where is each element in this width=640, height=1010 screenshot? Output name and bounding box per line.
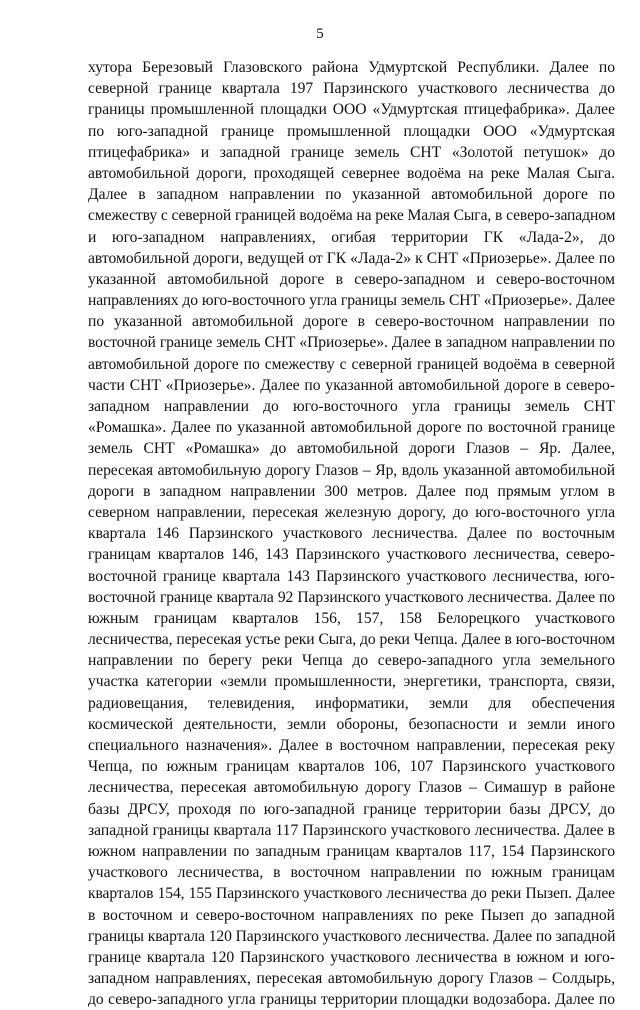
- text-line: восточной границе квартала 143 Парзинского участкового лесничества, юго-: [88, 567, 615, 585]
- text-line: части СНТ «Приозерье». Далее по указанной автомобильной дороге в северо-: [88, 376, 615, 394]
- text-line: лесничества, пересекая устье реки Сыга, до реки Чепца. Далее в юго-восточном: [88, 631, 615, 649]
- body-paragraph: [88, 57, 615, 1010]
- text-line: лесничества, пересекая автомобильную дорогу Глазов – Симашур в районе: [88, 779, 615, 797]
- text-line: южном направлении по западным границам кварталов 117, 154 Парзинского: [88, 842, 615, 860]
- text-line: по юго-западной границе промышленной площадки ООО «Удмуртская: [88, 122, 615, 140]
- text-line: автомобильной дороги, проходящей севернее водоёма на реке Малая Сыга.: [88, 164, 615, 182]
- page-number: 5: [316, 26, 324, 42]
- text-line: и юго-западном направлениях, огибая территории ГК «Лада-2», до: [88, 228, 615, 246]
- text-line: участкового лесничества, в восточном направлении по южным границам: [88, 864, 615, 882]
- text-line: северном направлении, пересекая железную дорогу, до юго-восточного угла: [88, 503, 615, 521]
- text-line: квартала 146 Парзинского участкового лесничества. Далее по восточным: [88, 525, 615, 543]
- text-line: кварталов 154, 155 Парзинского участкового лесничества до реки Пызеп. Далее: [88, 885, 615, 903]
- text-line: участка категории «земли промышленности, энергетики, транспорта, связи,: [88, 673, 615, 691]
- text-line: восточной границе земель СНТ «Приозерье». Далее в западном направлении по: [88, 334, 615, 352]
- text-line: границам кварталов 146, 143 Парзинского участкового лесничества, северо-: [88, 546, 615, 564]
- text-line: радиовещания, телевидения, информатики, земли для обеспечения: [88, 694, 615, 712]
- text-line: западной границы квартала 117 Парзинского участкового лесничества. Далее в: [88, 821, 615, 839]
- text-line: границе квартала 120 Парзинского участкового лесничества в южном и юго-: [88, 948, 615, 966]
- text-line: по указанной автомобильной дороге в северо-восточном направлении по: [88, 313, 615, 331]
- text-line: автомобильной дороге по смежеству с северной границей водоёма в северной: [88, 355, 615, 373]
- text-line: Далее в западном направлении по указанной автомобильной дороге по: [88, 186, 615, 204]
- text-line: границы промышленной площадки ООО «Удмуртская птицефабрика». Далее: [88, 101, 615, 119]
- text-line: направлениях до юго-восточного угла границы земель СНТ «Приозерье». Далее: [88, 292, 615, 310]
- text-line: космической деятельности, земли обороны, безопасности и земли иного: [88, 715, 615, 733]
- text-line: в восточном и северо-восточном направлениях по реке Пызеп до западной: [88, 906, 615, 924]
- text-line: западном направлениях, пересекая автомобильную дорогу Глазов – Солдырь,: [88, 970, 615, 988]
- text-line: южным границам кварталов 156, 157, 158 Белорецкого участкового: [88, 609, 615, 627]
- text-line: автомобильной дороги, ведущей от ГК «Лада-2» к СНТ «Приозерье». Далее по: [88, 249, 615, 267]
- text-line: дороги в западном направлении 300 метров. Далее под прямым углом в: [88, 482, 615, 500]
- text-line: земель СНТ «Ромашка» до автомобильной дороги Глазов – Яр. Далее,: [88, 440, 615, 458]
- text-line: восточной границе квартала 92 Парзинского участкового лесничества. Далее по: [88, 588, 615, 606]
- text-line: хутора Березовый Глазовского района Удмуртской Республики. Далее по: [88, 59, 615, 76]
- text-line: указанной автомобильной дороге в северо-западном и северо-восточном: [88, 270, 615, 288]
- text-line: птицефабрика» и западной границе земель СНТ «Золотой петушок» до: [88, 143, 615, 161]
- text-line: специального назначения». Далее в восточном направлении, пересекая реку: [88, 737, 615, 754]
- text-line: «Ромашка». Далее по указанной автомобильной дороге по восточной границе: [88, 419, 615, 437]
- text-line: Чепца, по южным границам кварталов 106, 107 Парзинского участкового: [88, 758, 615, 776]
- text-line: пересекая автомобильную дорогу Глазов – Яр, вдоль указанной автомобильной: [88, 461, 615, 479]
- text-line: северной границе квартала 197 Парзинского участкового лесничества до: [88, 80, 615, 98]
- text-line: направлении по берегу реки Чепца до северо-западного угла земельного: [88, 652, 615, 670]
- text-line: до северо-западного угла границы территории площадки водозабора. Далее по: [88, 991, 615, 1009]
- text-line: базы ДРСУ, проходя по юго-западной границе территории базы ДРСУ, до: [88, 800, 615, 818]
- text-line: смежеству с северной границей водоёма на реке Малая Сыга, в северо-западном: [88, 207, 616, 225]
- text-line: западном направлении до юго-восточного угла границы земель СНТ: [88, 398, 615, 415]
- text-line: границы квартала 120 Парзинского участкового лесничества. Далее по западной: [88, 927, 616, 945]
